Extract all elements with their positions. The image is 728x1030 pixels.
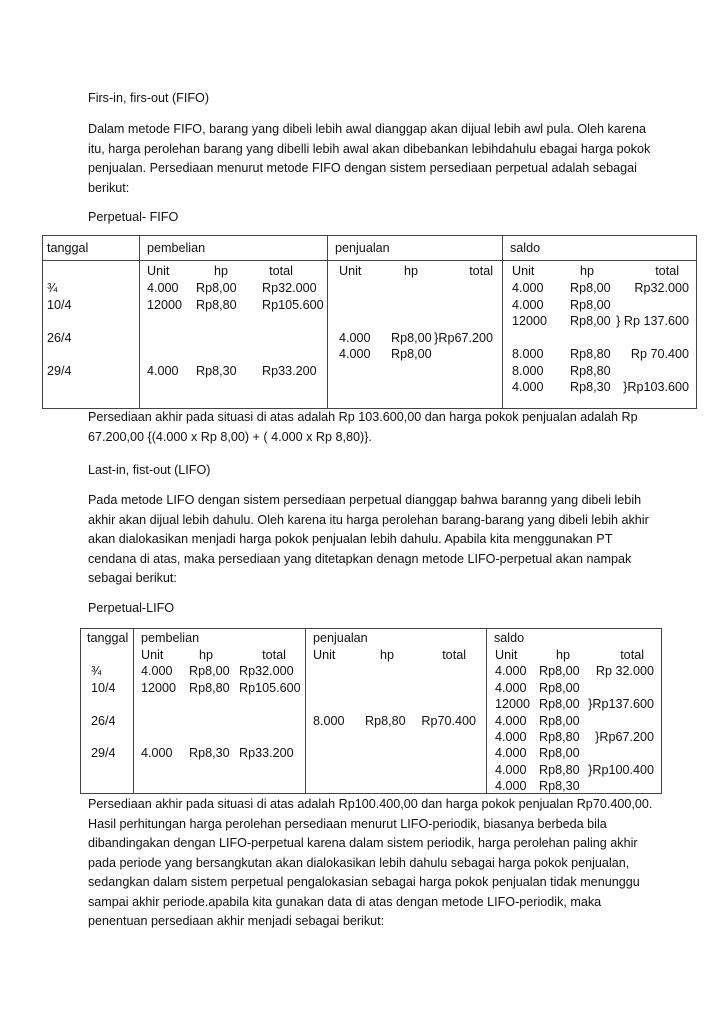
text-line: sedangkan dalam sistem perpetual pengalokasian sebagai harga pokok penjualan tidak menunggu xyxy=(88,875,640,889)
saldo-hp-cell: Rp8,80 xyxy=(570,363,611,378)
sub-header-unit: Unit xyxy=(495,648,518,662)
saldo-unit-cell: 4.000 xyxy=(512,380,544,394)
fifo-heading: Firs-in, firs-out (FIFO) xyxy=(88,91,210,105)
fifo-intro-paragraph xyxy=(88,120,651,198)
penjualan-unit-cell: 8.000 xyxy=(313,713,345,728)
fifo-table-title: Perpetual- FIFO xyxy=(88,210,179,224)
pembelian-total-cell: Rp32.000 xyxy=(262,281,317,295)
saldo-total-cell: Rp32.000 xyxy=(634,281,689,295)
saldo-hp-cell: Rp8,00 xyxy=(539,664,580,679)
saldo-total-cell: }Rp137.600 xyxy=(588,697,654,712)
saldo-hp-cell: Rp8,30 xyxy=(539,779,580,794)
text-line: akhir akan dijual lebih dahulu. Oleh karena itu harga perolehan barang-barang yang dibeli lebih akhir xyxy=(88,512,649,527)
saldo-total-cell: Rp 32.000 xyxy=(595,664,654,679)
sub-header-hp: hp xyxy=(555,648,570,662)
saldo-unit-cell: 4.000 xyxy=(495,680,527,695)
sub-header-unit: Unit xyxy=(512,264,535,278)
table-divider xyxy=(139,236,140,408)
column-header: penjualan xyxy=(335,241,390,255)
penjualan-unit-cell: 4.000 xyxy=(339,347,371,361)
saldo-total-cell: }Rp100.400 xyxy=(588,762,654,777)
sub-header-unit: Unit xyxy=(313,648,336,662)
lifo-table-title: Perpetual-LIFO xyxy=(88,601,175,615)
sub-header-unit: Unit xyxy=(147,264,170,278)
table-divider xyxy=(502,236,503,408)
sub-header-total: total xyxy=(620,648,644,662)
saldo-unit-cell: 4.000 xyxy=(495,762,527,777)
date-cell: 29/4 xyxy=(47,363,72,378)
saldo-unit-cell: 4.000 xyxy=(512,297,544,312)
sub-header-hp: hp xyxy=(198,648,213,662)
saldo-hp-cell: Rp8,00 xyxy=(570,297,611,312)
saldo-hp-cell: Rp8,00 xyxy=(570,314,611,328)
pembelian-hp-cell: Rp8,30 xyxy=(189,746,230,761)
column-header: tanggal xyxy=(87,631,129,645)
saldo-total-cell: Rp 70.400 xyxy=(630,347,689,361)
pembelian-total-cell: Rp33.200 xyxy=(262,363,317,378)
saldo-total-cell: }Rp103.600 xyxy=(623,380,689,394)
pembelian-unit-cell: 4.000 xyxy=(147,363,179,378)
saldo-total-cell: }Rp67.200 xyxy=(595,730,654,744)
penjualan-unit-cell: 4.000 xyxy=(339,330,371,345)
date-cell: 10/4 xyxy=(91,680,116,695)
penjualan-hp-cell: Rp8,80 xyxy=(365,713,406,728)
pembelian-total-cell: Rp105.600 xyxy=(239,680,301,695)
text-line: Persediaan akhir pada situasi di atas adalah Rp 103.600,00 dan harga pokok penjualan adalah Rp xyxy=(88,410,638,424)
date-cell: ¾ xyxy=(47,281,58,295)
saldo-total-cell: } Rp 137.600 xyxy=(616,314,689,328)
text-line: cendana di atas, maka persediaan yang ditetapkan denagn metode LIFO-perpetual akan nampak xyxy=(88,551,632,566)
pembelian-total-cell: Rp32.000 xyxy=(239,664,294,679)
saldo-hp-cell: Rp8,80 xyxy=(539,730,580,744)
pembelian-hp-cell: Rp8,00 xyxy=(196,281,237,295)
column-header: saldo xyxy=(494,631,525,645)
pembelian-total-cell: Rp33.200 xyxy=(239,746,294,761)
pembelian-unit-cell: 12000 xyxy=(147,297,183,312)
sub-header-hp: hp xyxy=(403,264,418,278)
penjualan-total-cell: Rp70.400 xyxy=(421,713,476,728)
date-cell: 26/4 xyxy=(91,713,116,728)
sub-header-total: total xyxy=(262,648,286,662)
column-header: penjualan xyxy=(313,631,368,645)
pembelian-hp-cell: Rp8,80 xyxy=(189,680,230,695)
text-line: Pada metode LIFO dengan sistem persediaan perpetual dianggap bahwa baranng yang dibeli lebih xyxy=(88,493,642,507)
saldo-hp-cell: Rp8,00 xyxy=(539,746,580,761)
saldo-unit-cell: 4.000 xyxy=(512,281,544,295)
text-line: pada periode yang bersangkutan akan dialokasikan lebih dahulu sebagai harga pokok penjualan, xyxy=(88,855,630,870)
saldo-hp-cell: Rp8,80 xyxy=(539,762,580,777)
sub-header-total: total xyxy=(442,648,466,662)
penjualan-hp-cell: Rp8,00 xyxy=(391,347,432,361)
sub-header-unit: Unit xyxy=(141,648,164,662)
column-header: tanggal xyxy=(47,241,89,255)
saldo-unit-cell: 12000 xyxy=(495,697,531,712)
text-line: akan dialokasikan menjadi harga pokok penjualan lebih dahulu. Apabila kita menggunakan PT xyxy=(88,532,613,546)
pembelian-total-cell: Rp105.600 xyxy=(262,297,324,312)
text-line: sebagai berikut: xyxy=(88,571,177,585)
saldo-unit-cell: 4.000 xyxy=(495,664,527,679)
saldo-hp-cell: Rp8,80 xyxy=(570,347,611,361)
text-line: penjualan. Persediaan menurut metode FIFO dengan sistem persediaan perpetual adalah sebagai xyxy=(88,161,637,175)
lifo-intro-paragraph xyxy=(88,491,648,589)
saldo-unit-cell: 8.000 xyxy=(512,347,544,361)
text-line: berikut: xyxy=(88,180,130,195)
column-header: pembelian xyxy=(141,631,200,645)
table-divider xyxy=(327,236,328,408)
saldo-unit-cell: 4.000 xyxy=(495,713,527,728)
text-line: 67.200,00 {(4.000 x Rp 8,00) + ( 4.000 x Rp 8,80)}. xyxy=(88,429,372,444)
saldo-hp-cell: Rp8,00 xyxy=(570,281,611,295)
saldo-unit-cell: 4.000 xyxy=(495,730,527,744)
text-line: penentuan persediaan akhir menjadi sebagai berikut: xyxy=(88,914,385,928)
saldo-hp-cell: Rp8,00 xyxy=(539,697,580,712)
saldo-unit-cell: 8.000 xyxy=(512,363,544,378)
fifo-table xyxy=(42,235,697,409)
pembelian-unit-cell: 4.000 xyxy=(147,281,179,295)
penjualan-hp-cell: Rp8,00 xyxy=(391,330,432,345)
sub-header-total: total xyxy=(655,264,679,278)
pembelian-unit-cell: 12000 xyxy=(141,680,177,695)
saldo-hp-cell: Rp8,00 xyxy=(539,713,580,728)
sub-header-hp: hp xyxy=(379,648,394,662)
lifo-heading: Last-in, fist-out (LIFO) xyxy=(88,463,211,477)
sub-header-total: total xyxy=(469,264,493,278)
column-header: pembelian xyxy=(147,241,206,255)
sub-header-hp: hp xyxy=(579,264,594,278)
pembelian-unit-cell: 4.000 xyxy=(141,664,173,679)
sub-header-unit: Unit xyxy=(339,264,362,278)
text-line: Hasil perhitungan harga perolehan persediaan menurut LIFO-periodik, biasanya berbeda bila xyxy=(88,816,607,831)
table-divider xyxy=(133,629,134,793)
fifo-closing-paragraph xyxy=(88,408,648,447)
date-cell: 26/4 xyxy=(47,330,72,345)
column-header: saldo xyxy=(510,241,541,255)
text-line: dibandingakan dengan LIFO-perpetual karena dalam sistem periodik, harga perolehan paling akhir xyxy=(88,836,638,850)
saldo-hp-cell: Rp8,30 xyxy=(570,380,611,394)
saldo-unit-cell: 4.000 xyxy=(495,779,527,794)
sub-header-hp: hp xyxy=(213,264,228,278)
date-cell: 10/4 xyxy=(47,297,72,312)
date-cell: 29/4 xyxy=(91,746,116,761)
text-line: Dalam metode FIFO, barang yang dibeli lebih awal dianggap akan dijual lebih awl pula. Oleh karena xyxy=(88,122,646,136)
saldo-hp-cell: Rp8,00 xyxy=(539,680,580,695)
saldo-unit-cell: 12000 xyxy=(512,314,548,328)
pembelian-hp-cell: Rp8,30 xyxy=(196,363,237,378)
lifo-table xyxy=(80,628,662,794)
penjualan-total-cell: }Rp67.200 xyxy=(434,330,493,345)
pembelian-hp-cell: Rp8,80 xyxy=(196,297,237,312)
table-divider xyxy=(43,260,696,261)
text-line: sampai akhir periode.apabila kita gunakan data di atas dengan metode LIFO-periodik, maka xyxy=(88,894,602,909)
saldo-unit-cell: 4.000 xyxy=(495,746,527,761)
text-line: itu, harga perolehan barang yang dibelli lebih awal akan dibebankan lebihdahulu ebagai harga pokok xyxy=(88,141,651,156)
table-divider xyxy=(486,629,487,793)
text-line: Persediaan akhir pada situasi di atas adalah Rp100.400,00 dan harga pokok penjualan Rp70.400,00. xyxy=(88,797,653,811)
pembelian-unit-cell: 4.000 xyxy=(141,746,173,761)
pembelian-hp-cell: Rp8,00 xyxy=(189,664,230,679)
sub-header-total: total xyxy=(269,264,293,278)
date-cell: ¾ xyxy=(91,664,102,679)
lifo-closing-paragraph xyxy=(88,795,668,932)
